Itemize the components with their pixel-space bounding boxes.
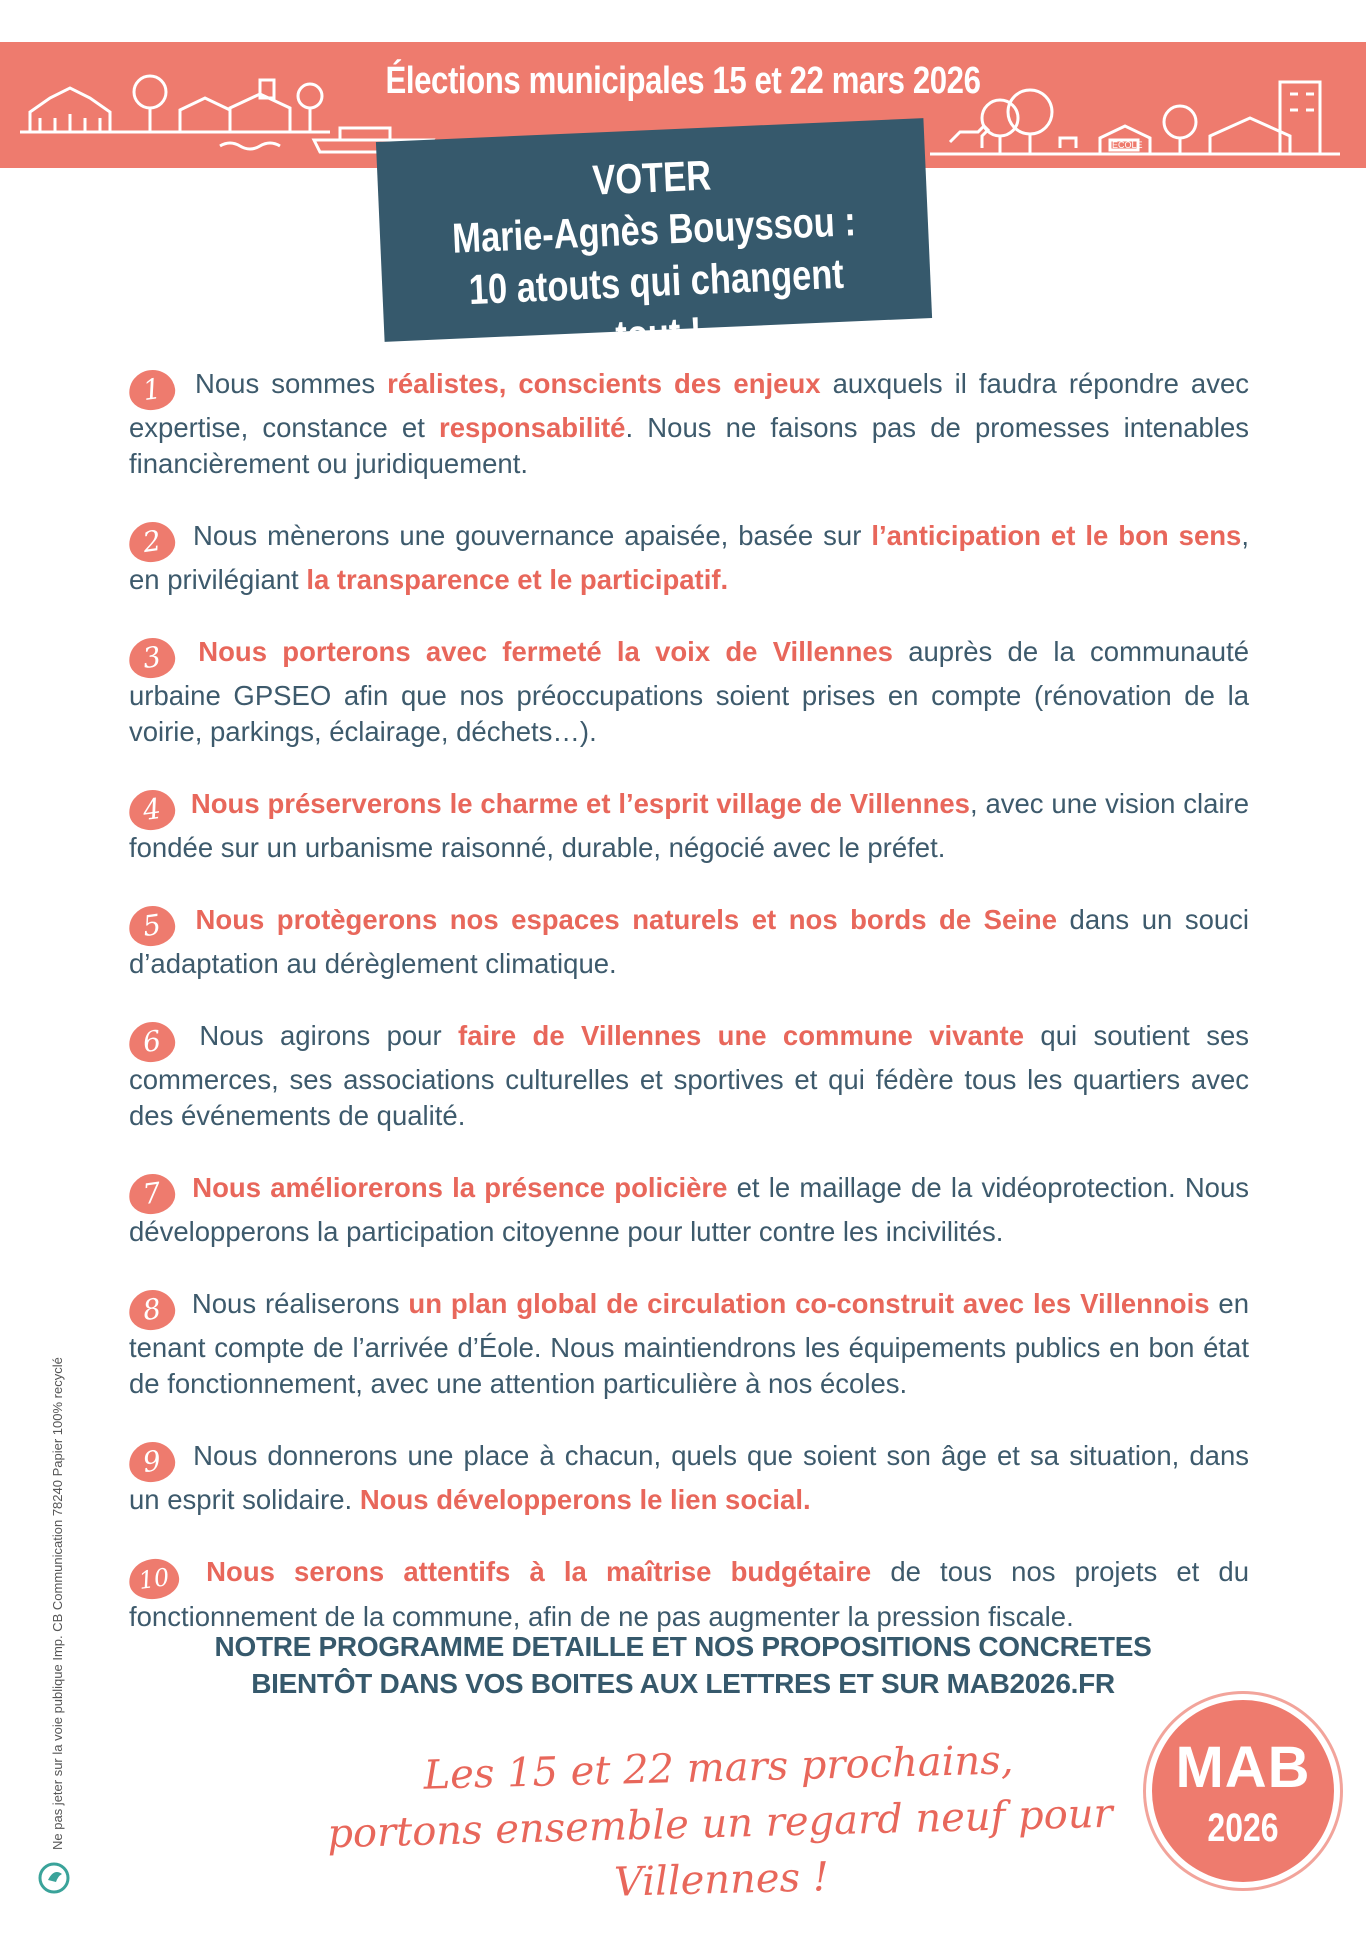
title-line-atouts: 10 atouts qui changent tout ! bbox=[467, 249, 845, 359]
slogan-line-1: Les 15 et 22 mars prochains, bbox=[423, 1737, 1014, 1799]
programme-notice bbox=[0, 1628, 1366, 1702]
number-badge: 1 bbox=[126, 367, 177, 413]
recycle-eco-icon bbox=[36, 1860, 72, 1896]
atout-item-4: 4 Nous préserverons le charme et l’esprit village de Villennes, avec une vision claire fondée sur un urbanisme raisonné, durable, négocié avec le préfet. bbox=[129, 786, 1249, 866]
logo-text-year: 2026 bbox=[1207, 1806, 1279, 1850]
logo-text-mab: MAB bbox=[1175, 1735, 1311, 1800]
election-title: Élections municipales 15 et 22 mars 2026 bbox=[385, 60, 981, 102]
number-badge: 7 bbox=[126, 1171, 177, 1217]
school-sign-text: ÉCOLE bbox=[1112, 140, 1143, 150]
atout-item-1: 1 Nous sommes réalistes, conscients des enjeux auxquels il faudra répondre avec expertise, constance et responsabilité. Nous ne faisons pas de promesses intenables financièrement ou juridiquement. bbox=[129, 366, 1249, 482]
legal-mention: Ne pas jeter sur la voie publique Imp. CB Communication 78240 Papier 100% recyclé bbox=[50, 1357, 65, 1850]
slogan-line-2: portons ensemble un regard neuf pour Villennes ! bbox=[326, 1790, 1114, 1906]
handwritten-slogan bbox=[248, 1728, 1192, 1921]
number-badge: 9 bbox=[126, 1439, 177, 1485]
atout-item-6: 6 Nous agirons pour faire de Villennes une commune vivante qui soutient ses commerces, ses associations culturelles et sportives et qui fédère tous les quartiers avec des événements de qualité. bbox=[129, 1018, 1249, 1134]
number-badge: 4 bbox=[126, 787, 177, 833]
number-badge: 10 bbox=[126, 1556, 181, 1603]
number-badge: 8 bbox=[126, 1287, 177, 1333]
programme-line-2: BIENTÔT DANS VOS BOITES AUX LETTRES ET SUR MAB2026.FR bbox=[251, 1668, 1115, 1699]
atout-item-7: 7 Nous améliorerons la présence policière et le maillage de la vidéoprotection. Nous développerons la participation citoyenne pour lutter contre les incivilités. bbox=[129, 1170, 1249, 1250]
title-box bbox=[376, 118, 932, 359]
atout-item-9: 9 Nous donnerons une place à chacun, quels que soient son âge et sa situation, dans un esprit solidaire. Nous développerons le lien social. bbox=[129, 1438, 1249, 1518]
programme-line-1: NOTRE PROGRAMME DETAILLE ET NOS PROPOSITIONS CONCRETES bbox=[214, 1631, 1152, 1662]
number-badge: 3 bbox=[126, 635, 177, 681]
atout-item-5: 5 Nous protègerons nos espaces naturels et nos bords de Seine dans un souci d’adaptation au dérèglement climatique. bbox=[129, 902, 1249, 982]
atout-item-2: 2 Nous mènerons une gouvernance apaisée, basée sur l’anticipation et le bon sens, en privilégiant la transparence et le participatif. bbox=[129, 518, 1249, 598]
number-badge: 5 bbox=[126, 903, 177, 949]
number-badge: 2 bbox=[126, 519, 177, 565]
mab-2026-logo bbox=[1152, 1700, 1334, 1882]
atout-item-3: 3 Nous porterons avec fermeté la voix de Villennes auprès de la communauté urbaine GPSEO afin que nos préoccupations soient prises en compte (rénovation de la voirie, parkings, éclairage, déchets…). bbox=[129, 634, 1249, 750]
atouts-list bbox=[129, 366, 1249, 1671]
atout-item-10: 10 Nous serons attentifs à la maîtrise budgétaire de tous nos projets et du fonctionnement de la commune, afin de ne pas augmenter la pression fiscale. bbox=[129, 1554, 1249, 1635]
atout-item-8: 8 Nous réaliserons un plan global de circulation co-construit avec les Villennois en tenant compte de l’arrivée d’Éole. Nous maintiendrons les équipements publics en bon état de fonctionnement, avec une attention particulière à nos écoles. bbox=[129, 1286, 1249, 1402]
title-line-candidate: Marie-Agnès Bouyssou : bbox=[451, 197, 857, 262]
number-badge: 6 bbox=[126, 1019, 177, 1065]
title-line-voter: VOTER bbox=[591, 151, 713, 204]
